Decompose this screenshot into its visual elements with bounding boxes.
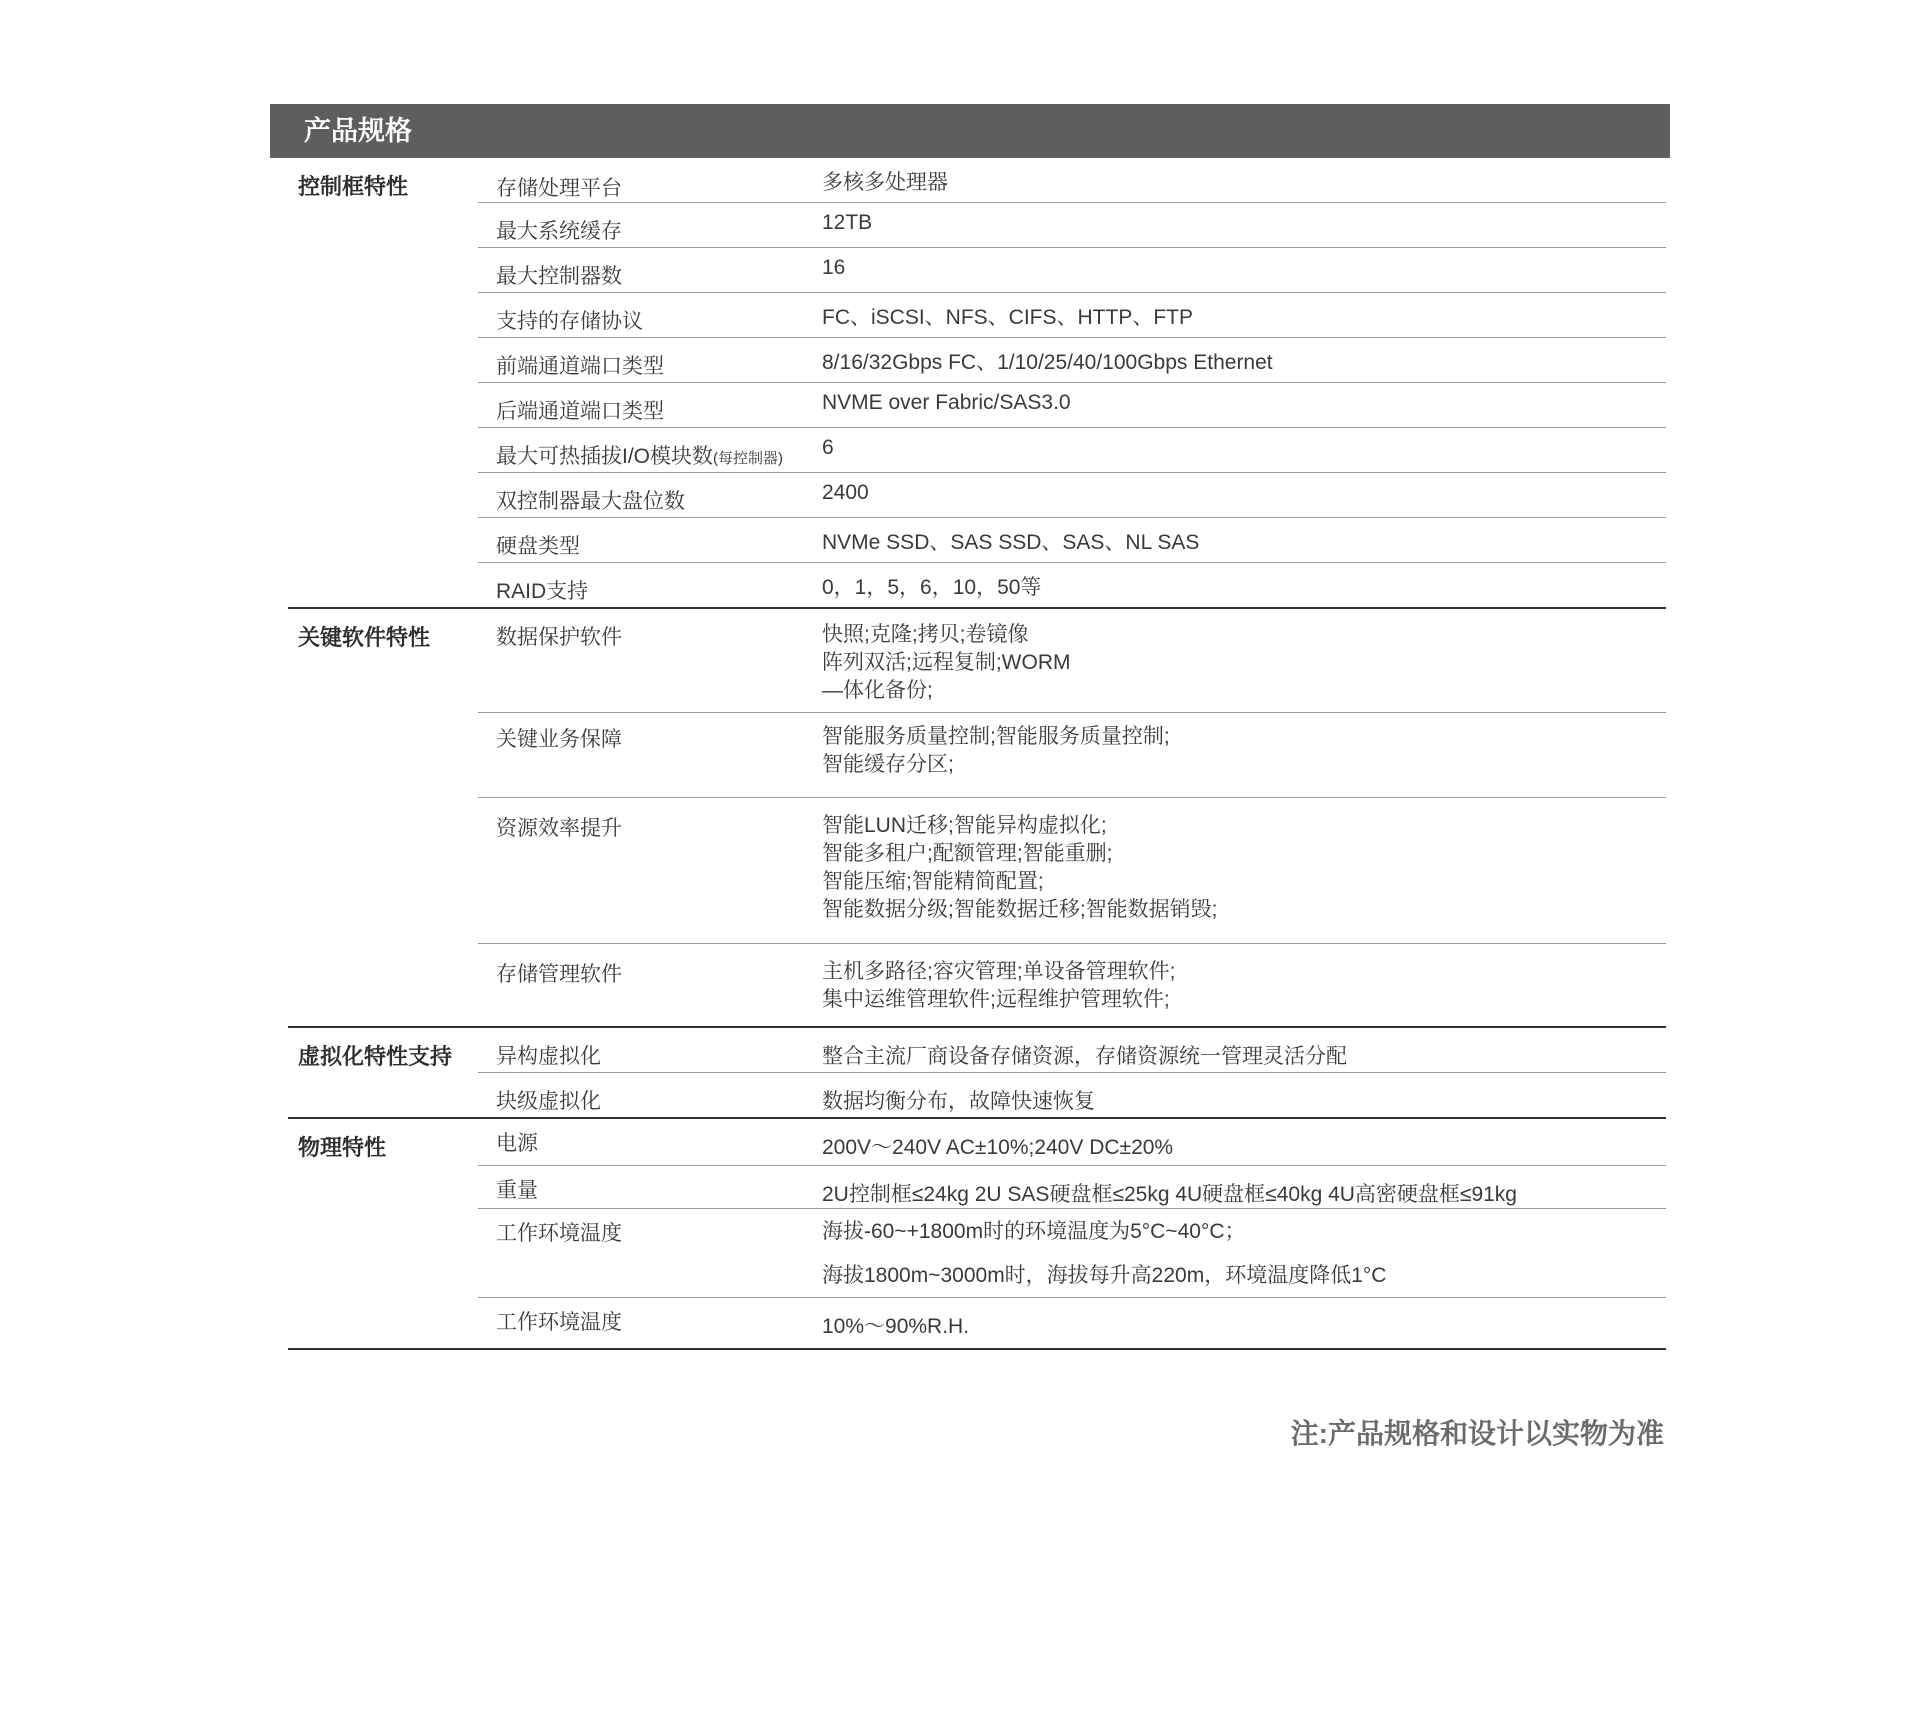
spec-row <box>478 473 1666 518</box>
spec-row <box>478 1073 1666 1117</box>
spec-value <box>822 798 1666 943</box>
spec-value: 多核多处理器 <box>822 171 948 194</box>
spec-row <box>478 518 1666 563</box>
spec-value: 数据均衡分布，故障快速恢复 <box>822 1090 1095 1113</box>
spec-key-note: (每控制器) <box>713 450 784 467</box>
spec-value <box>822 1209 1666 1297</box>
section-label: 关键软件特性 <box>298 625 431 650</box>
spec-row <box>478 609 1666 713</box>
footnote: 注:产品规格和设计以实物为准 <box>1290 1418 1664 1449</box>
spec-value: 12TB <box>822 211 873 234</box>
spec-key: 工作环境温度 <box>496 1311 622 1334</box>
spec-row <box>478 338 1666 383</box>
spec-row <box>478 248 1666 293</box>
spec-value: 8/16/32Gbps FC、1/10/25/40/100Gbps Ethernet <box>822 351 1273 374</box>
section-physical <box>288 1119 1666 1350</box>
section-label: 虚拟化特性支持 <box>298 1044 453 1069</box>
spec-key: 资源效率提升 <box>496 817 622 840</box>
spec-row <box>478 1119 1666 1166</box>
spec-value-line: 海拔1800m~3000m时，海拔每升高220m，环境温度降低1°C <box>822 1264 1387 1287</box>
spec-row <box>478 1209 1666 1298</box>
spec-value-line: 集中运维管理软件;远程维护管理软件; <box>822 988 1170 1011</box>
spec-row <box>478 563 1666 607</box>
spec-row <box>478 158 1666 203</box>
spec-value <box>822 713 1666 797</box>
spec-value: NVME over Fabric/SAS3.0 <box>822 391 1071 414</box>
spec-value-line: 智能多租户;配额管理;智能重删; <box>822 842 1113 865</box>
spec-value-line: 海拔-60~+1800m时的环境温度为5°C~40°C； <box>822 1220 1246 1243</box>
spec-value: 16 <box>822 256 846 279</box>
spec-value: 200V～240V AC±10%;240V DC±20% <box>822 1136 1174 1159</box>
spec-value: FC、iSCSI、NFS、CIFS、HTTP、FTP <box>822 306 1193 329</box>
spec-table <box>288 158 1666 1350</box>
spec-key: 最大系统缓存 <box>496 220 622 243</box>
section-virtualization <box>288 1028 1666 1119</box>
spec-key: 硬盘类型 <box>496 535 580 558</box>
spec-value: 0，1，5，6，10，50等 <box>822 576 1042 599</box>
spec-key: 后端通道端口类型 <box>496 400 664 423</box>
spec-row <box>478 1166 1666 1209</box>
spec-row <box>478 428 1666 473</box>
spec-row <box>478 1028 1666 1073</box>
spec-value-line: 主机多路径;容灾管理;单设备管理软件; <box>822 960 1176 983</box>
spec-key: 异构虚拟化 <box>496 1045 601 1068</box>
spec-value-line: 智能数据分级;智能数据迁移;智能数据销毁; <box>822 898 1218 921</box>
spec-key: 数据保护软件 <box>496 626 622 649</box>
spec-row <box>478 713 1666 798</box>
spec-key: 电源 <box>496 1132 538 1155</box>
spec-value-line: 阵列双活;远程复制;WORM <box>822 651 1071 674</box>
spec-value-line: 智能服务质量控制;智能服务质量控制; <box>822 725 1170 748</box>
section-software <box>288 609 1666 1028</box>
spec-key: 存储处理平台 <box>496 177 622 200</box>
spec-key: 双控制器最大盘位数 <box>496 490 685 513</box>
spec-key: 支持的存储协议 <box>496 310 643 333</box>
spec-value: 2U控制框≤24kg 2U SAS硬盘框≤25kg 4U硬盘框≤40kg 4U高密硬盘框≤91kg <box>822 1183 1517 1206</box>
section-controller <box>288 158 1666 609</box>
spec-value-line: 智能LUN迁移;智能异构虚拟化; <box>822 814 1107 837</box>
spec-row <box>478 203 1666 248</box>
spec-key-text: 最大可热插拔I/O模块数 <box>496 445 714 468</box>
spec-header <box>270 104 1670 158</box>
spec-value: 6 <box>822 436 834 459</box>
spec-key: 重量 <box>496 1179 538 1202</box>
spec-key <box>478 428 822 472</box>
section-label: 物理特性 <box>298 1135 387 1160</box>
spec-key: 关键业务保障 <box>496 728 622 751</box>
spec-row <box>478 293 1666 338</box>
spec-value-line: 智能缓存分区; <box>822 753 954 776</box>
spec-value-line: 快照;克隆;拷贝;卷镜像 <box>822 623 1029 646</box>
section-label: 控制框特性 <box>298 174 409 199</box>
spec-value-line: —体化备份; <box>822 679 933 702</box>
spec-value: NVMe SSD、SAS SSD、SAS、NL SAS <box>822 531 1200 554</box>
spec-row <box>478 798 1666 944</box>
spec-key: 工作环境温度 <box>496 1222 622 1245</box>
spec-sheet <box>270 104 1670 1350</box>
spec-row <box>478 944 1666 1026</box>
spec-key: 块级虚拟化 <box>496 1090 601 1113</box>
spec-value-line: 智能压缩;智能精简配置; <box>822 870 1044 893</box>
spec-value <box>822 944 1666 1026</box>
spec-value <box>822 609 1666 712</box>
spec-value: 整合主流厂商设备存储资源，存储资源统一管理灵活分配 <box>822 1045 1347 1068</box>
spec-key: 存储管理软件 <box>496 963 622 986</box>
spec-value: 10%～90%R.H. <box>822 1315 970 1338</box>
spec-key: RAID支持 <box>496 580 589 603</box>
spec-title: 产品规格 <box>304 116 412 146</box>
spec-row <box>478 1298 1666 1348</box>
spec-row <box>478 383 1666 428</box>
spec-key: 前端通道端口类型 <box>496 355 664 378</box>
spec-key: 最大控制器数 <box>496 265 622 288</box>
spec-value: 2400 <box>822 481 869 504</box>
